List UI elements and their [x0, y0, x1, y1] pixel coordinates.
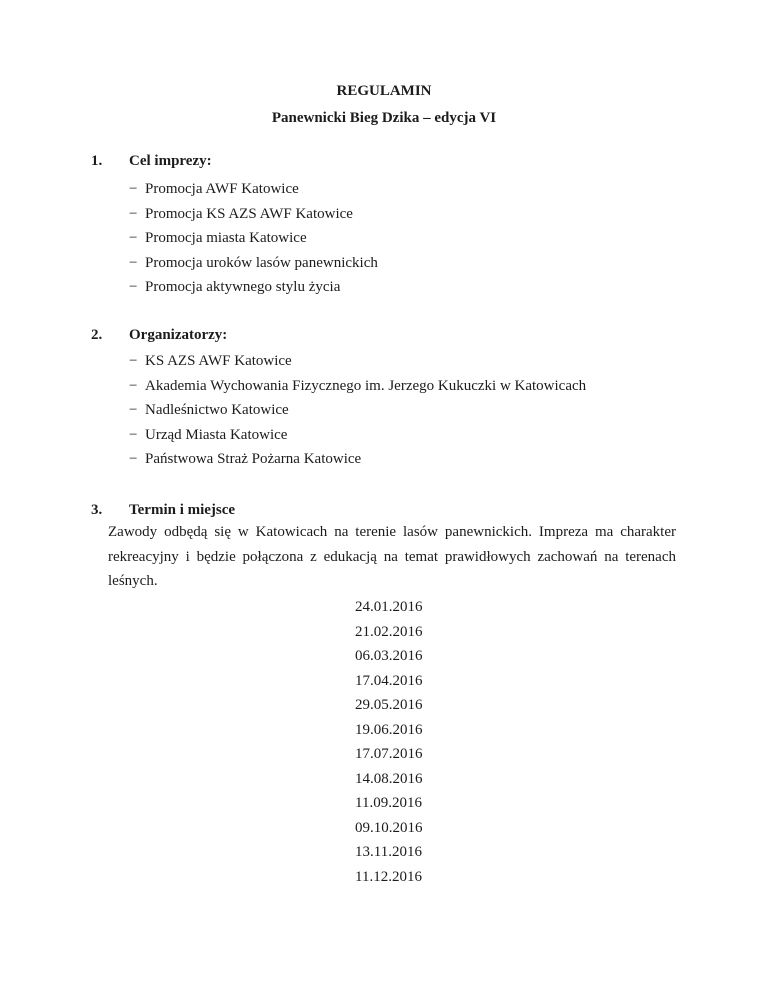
- dash-bullet: −: [129, 451, 138, 467]
- dash-bullet: −: [129, 230, 138, 246]
- list-item: − Nadleśnictwo Katowice: [129, 402, 289, 418]
- list-item: − KS AZS AWF Katowice: [129, 353, 292, 369]
- section-2-number: 2.: [91, 327, 103, 343]
- date-item: 17.04.2016: [355, 672, 423, 689]
- section-1-number: 1.: [91, 153, 103, 169]
- date-item: 19.06.2016: [355, 721, 423, 738]
- dash-bullet: −: [129, 377, 138, 394]
- date-item: 11.12.2016: [355, 868, 422, 885]
- section-2-list: [129, 352, 586, 475]
- date-item: 21.02.2016: [355, 623, 423, 640]
- list-item: − Promocja aktywnego stylu życia: [129, 279, 341, 295]
- dash-bullet: −: [129, 402, 138, 418]
- date-item: 09.10.2016: [355, 819, 423, 836]
- section-1-heading: Cel imprezy:: [129, 153, 212, 169]
- dash-bullet: −: [129, 279, 138, 295]
- dash-bullet: −: [129, 426, 138, 443]
- section-3-number: 3.: [91, 502, 103, 518]
- dates-list: [0, 598, 768, 892]
- date-item: 24.01.2016: [355, 599, 423, 615]
- section-2-heading: Organizatorzy:: [129, 327, 228, 343]
- dash-bullet: −: [129, 205, 138, 222]
- list-item: − Akademia Wychowania Fizycznego im. Jerzego Kukuczki w Katowicach: [129, 377, 587, 394]
- list-item: − Promocja miasta Katowice: [129, 230, 307, 246]
- list-item: − Promocja KS AZS AWF Katowice: [129, 205, 353, 222]
- date-item: 06.03.2016: [355, 648, 423, 664]
- list-item: − Promocja uroków lasów panewnickich: [129, 254, 378, 271]
- list-item: − Urząd Miasta Katowice: [129, 426, 288, 443]
- dash-bullet: −: [129, 254, 138, 271]
- date-item: 11.09.2016: [355, 795, 422, 811]
- list-item: − Promocja AWF Katowice: [129, 181, 299, 197]
- date-item: 17.07.2016: [355, 746, 423, 762]
- list-item: − Państwowa Straż Pożarna Katowice: [129, 451, 362, 467]
- date-item: 13.11.2016: [355, 844, 422, 860]
- section-1-list: [129, 180, 378, 303]
- dash-bullet: −: [129, 181, 138, 197]
- document-title: REGULAMIN: [336, 83, 432, 99]
- document-subtitle: Panewnicki Bieg Dzika – edycja VI: [271, 110, 497, 126]
- dash-bullet: −: [129, 353, 138, 369]
- date-item: 29.05.2016: [355, 697, 423, 713]
- section-3-paragraph: Zawody odbędą się w Katowicach na terenie lasów panewnickich. Impreza ma charakter rekreacyjny i będzie połączona z edukacją na temat prawidłowych zachowań na terenach leśnych.: [108, 524, 676, 589]
- section-3-heading: Termin i miejsce: [129, 502, 236, 518]
- date-item: 14.08.2016: [355, 770, 423, 787]
